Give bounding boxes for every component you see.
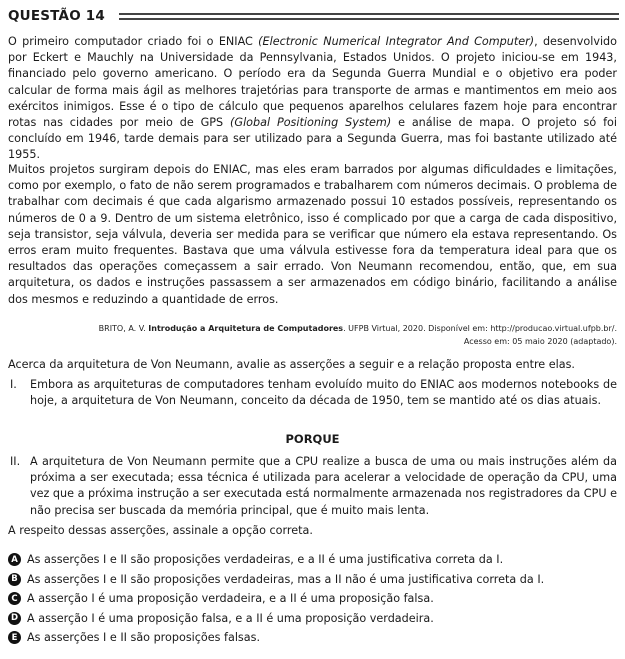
option-a[interactable] bbox=[8, 550, 617, 570]
eniac-expansion: (Electronic Numerical Integrator And Computer) bbox=[258, 35, 535, 48]
question-title: QUESTÃO 14 bbox=[8, 8, 105, 24]
option-d-text: A asserção I é uma proposição falsa, e a II é uma proposição verdadeira. bbox=[27, 611, 434, 625]
assertion-2-number: II. bbox=[10, 455, 21, 468]
reference-access: Acesso em: 05 maio 2020 (adaptado). bbox=[463, 336, 617, 346]
assertion-1-text: Embora as arquiteturas de computadores tenham evoluído muito do ENIAC aos modernos notebooks de hoje, a arquitetura de Von Neumann, conceito da década de 1950, tem se mantido até os dias atuais. bbox=[30, 378, 617, 408]
option-e-badge: E bbox=[8, 631, 21, 644]
option-e[interactable] bbox=[8, 628, 617, 648]
header-rule bbox=[119, 13, 619, 20]
answer-options bbox=[8, 550, 617, 648]
reference-author: BRITO, A. V. bbox=[98, 324, 149, 333]
assertion-1 bbox=[10, 377, 617, 409]
gps-expansion: (Global Positioning System) bbox=[230, 116, 392, 130]
option-d[interactable] bbox=[8, 609, 617, 629]
assertion-2-text: A arquitetura de Von Neumann permite que a CPU realize a busca de uma ou mais instruções além da próxima a ser executada; essa técnica é utilizada para acelerar a velocidade de operação da CPU, uma vez que a próxima instrução a ser executada está normalmente armazenada nos registradores da CPU e não precisa ser buscada da memória principal, que é muito mais lenta. bbox=[30, 455, 617, 517]
option-b[interactable] bbox=[8, 570, 617, 590]
paragraph-1-text-c: e análise de mapa. O projeto só foi concluído em 1946, tarde demais para ser utilizado para a Segunda Guerra, mas foi bastante utilizado até 1955. bbox=[8, 116, 617, 162]
option-c-badge: C bbox=[8, 592, 21, 605]
option-b-badge: B bbox=[8, 573, 21, 586]
porque-label: PORQUE bbox=[285, 432, 340, 446]
reference bbox=[57, 323, 617, 348]
option-c-text: A asserção I é uma proposição verdadeira, e a II é uma proposição falsa. bbox=[27, 592, 434, 606]
option-b-text: As asserções I e II são proposições verdadeiras, mas a II não é uma justificativa correta da I. bbox=[27, 572, 545, 586]
option-c[interactable] bbox=[8, 589, 617, 609]
paragraph-1-text-b: , desenvolvido por Eckert e Mauchly na Universidade da Pennsylvania, Estados Unidos. O projeto iniciou-se em 1943, financiado pelo governo americano. O período era da Segunda Guerra Mundial e o objetivo era poder calcular de forma mais ágil as melhores trajetórias para transporte de armas e mantimentos em meio aos exércitos inimigos. Esse é o tipo de cálculo que pequenos aparelhos celulares fazem hoje para encontrar rotas nas cidades por meio de GPS bbox=[8, 35, 617, 130]
option-a-badge: A bbox=[8, 553, 21, 566]
question-prompt: A respeito dessas asserções, assinale a opção correta. bbox=[8, 524, 313, 537]
option-a-text: As asserções I e II são proposições verdadeiras, e a II é uma justificativa correta da I. bbox=[27, 553, 504, 567]
paragraph-2: Muitos projetos surgiram depois do ENIAC, mas eles eram barrados por algumas dificuldades e limitações, como por exemplo, o fato de não serem programados e trabalharem com números decimais. O problema de trabalhar com decimais é que cada algarismo armazenado possui 10 estados possíveis, representando os números de 0 a 9. Dentro de um sistema eletrônico, isso é complicado por que a carga de cada dispositivo, seja transistor, seja válvula, deveria ser medida para se verificar que número ela estava representando. Os erros eram muito frequentes. Bastava que uma válvula estivesse fora da temperatura ideal para que os resultados das operações começassem a sair errado. Von Neumann recomendou, então, que, em sua arquitetura, os dados e instruções passassem a ser armazenados em código binário, facilitando a análise dos mesmos e reduzindo a quantidade de erros. bbox=[8, 163, 617, 306]
paragraph-1 bbox=[8, 34, 617, 164]
assertion-2 bbox=[10, 454, 617, 519]
reference-title: Introdução a Arquitetura de Computadores bbox=[148, 324, 344, 333]
question-header bbox=[8, 8, 619, 24]
question-intro: Acerca da arquitetura de Von Neumann, avalie as asserções a seguir e a relação proposta entre elas. bbox=[8, 358, 575, 371]
assertion-1-number: I. bbox=[10, 378, 17, 391]
option-d-badge: D bbox=[8, 612, 21, 625]
reference-source: . UFPB Virtual, 2020. Disponível em: http://producao.virtual.ufpb.br/. bbox=[343, 324, 617, 333]
option-e-text: As asserções I e II são proposições falsas. bbox=[27, 631, 261, 645]
paragraph-1-text-a: O primeiro computador criado foi o ENIAC bbox=[8, 35, 259, 48]
